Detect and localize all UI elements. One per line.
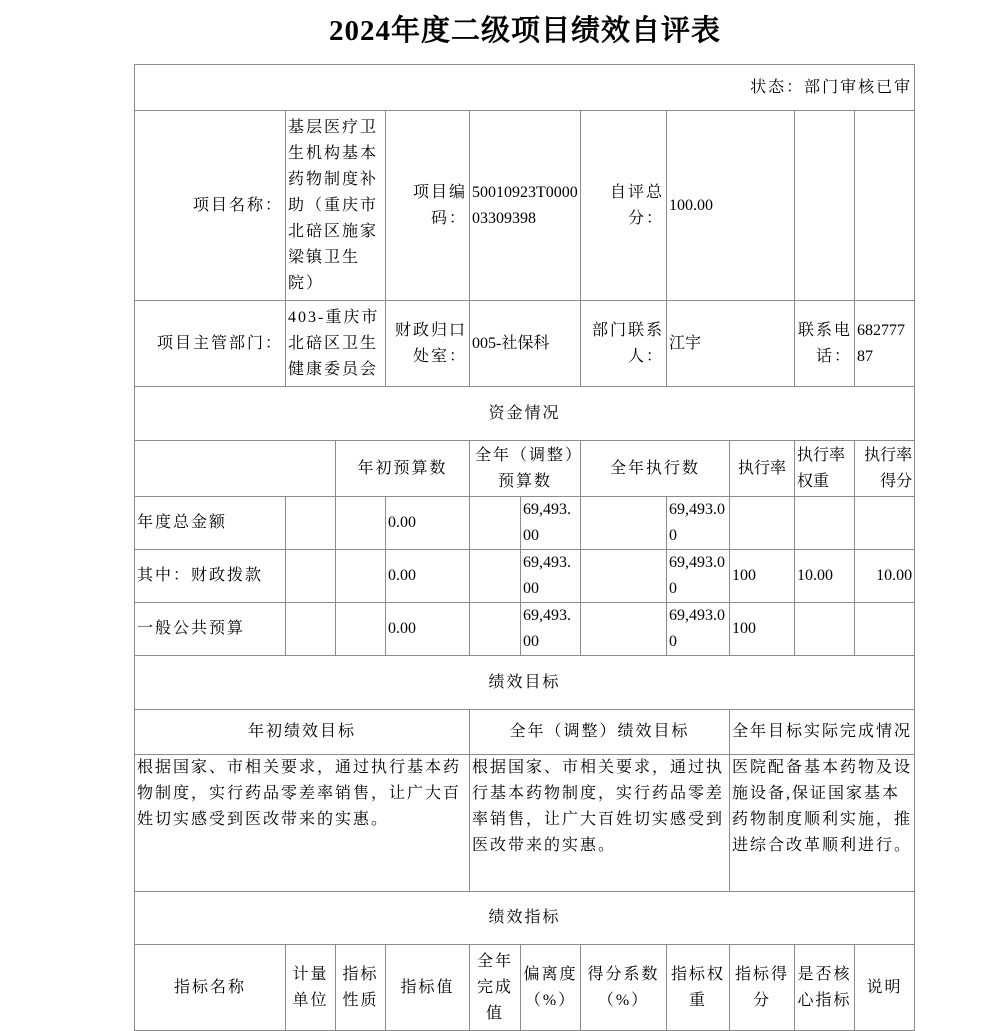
executed-amount: 69,493.00 bbox=[667, 497, 730, 550]
indicator-header: 得分系数（%） bbox=[581, 945, 667, 1031]
indicators-section-row bbox=[135, 892, 915, 945]
empty-cell bbox=[286, 550, 336, 603]
empty-cell bbox=[135, 441, 336, 497]
indicator-header: 指标权重 bbox=[667, 945, 730, 1031]
funds-header: 年初预算数 bbox=[336, 441, 470, 497]
indicator-header: 偏离度（%） bbox=[521, 945, 581, 1031]
empty-cell bbox=[470, 550, 521, 603]
funds-section-row bbox=[135, 387, 915, 441]
phone-value: 68277787 bbox=[855, 301, 915, 387]
evaluation-table bbox=[134, 64, 915, 1031]
indicator-header: 说明 bbox=[855, 945, 915, 1031]
indicator-header: 计量单位 bbox=[286, 945, 336, 1031]
execution-rate: 100 bbox=[730, 550, 795, 603]
goals-section-row bbox=[135, 656, 915, 710]
indicator-header: 指标性质 bbox=[336, 945, 386, 1031]
project-code-value: 50010923T000003309398 bbox=[470, 111, 581, 301]
adjusted-budget: 69,493.00 bbox=[521, 497, 581, 550]
funds-row-label: 年度总金额 bbox=[135, 497, 286, 550]
indicator-header: 指标值 bbox=[386, 945, 470, 1031]
indicators-section-title: 绩效指标 bbox=[135, 892, 915, 945]
goals-header-row bbox=[135, 710, 915, 755]
dept-label: 项目主管部门： bbox=[135, 301, 286, 387]
funds-header: 全年执行数 bbox=[581, 441, 730, 497]
funds-header-row bbox=[135, 441, 915, 497]
contact-label: 部门联系人： bbox=[581, 301, 667, 387]
status-text: 状态：部门审核已审 bbox=[135, 65, 915, 111]
project-code-label: 项目编码： bbox=[386, 111, 470, 301]
page-title: 2024年度二级项目绩效自评表 bbox=[328, 15, 721, 47]
initial-goal-text: 根据国家、市相关要求，通过执行基本药物制度，实行药品零差率销售，让广大百姓切实感受到医改带来的实惠。 bbox=[135, 755, 470, 892]
funds-row bbox=[135, 550, 915, 603]
finance-office-label: 财政归口处室： bbox=[386, 301, 470, 387]
empty-cell bbox=[336, 497, 386, 550]
initial-budget: 0.00 bbox=[386, 550, 470, 603]
execution-rate bbox=[730, 497, 795, 550]
rate-weight bbox=[795, 497, 855, 550]
empty-cell bbox=[470, 497, 521, 550]
initial-budget: 0.00 bbox=[386, 497, 470, 550]
funds-row bbox=[135, 497, 915, 550]
adjusted-budget: 69,493.00 bbox=[521, 550, 581, 603]
indicators-header-row bbox=[135, 945, 915, 1031]
project-name-row bbox=[135, 111, 915, 301]
contact-value: 江宇 bbox=[667, 301, 795, 387]
dept-value: 403-重庆市北碚区卫生健康委员会 bbox=[286, 301, 386, 387]
empty-cell bbox=[286, 603, 336, 656]
empty-cell bbox=[581, 603, 667, 656]
indicator-header: 指标得分 bbox=[730, 945, 795, 1031]
indicator-header: 是否核心指标 bbox=[795, 945, 855, 1031]
initial-budget: 0.00 bbox=[386, 603, 470, 656]
phone-label: 联系电话： bbox=[795, 301, 855, 387]
funds-header: 全年（调整）预算数 bbox=[470, 441, 581, 497]
rate-score bbox=[855, 603, 915, 656]
department-row bbox=[135, 301, 915, 387]
goals-header: 全年（调整）绩效目标 bbox=[470, 710, 730, 755]
funds-section-title: 资金情况 bbox=[135, 387, 915, 441]
indicator-header: 全年完成值 bbox=[470, 945, 521, 1031]
execution-rate: 100 bbox=[730, 603, 795, 656]
rate-weight bbox=[795, 603, 855, 656]
empty-cell bbox=[855, 111, 915, 301]
project-name-value: 基层医疗卫生机构基本药物制度补助（重庆市北碚区施家梁镇卫生院） bbox=[286, 111, 386, 301]
rate-weight: 10.00 bbox=[795, 550, 855, 603]
funds-row-label: 一般公共预算 bbox=[135, 603, 286, 656]
funds-row bbox=[135, 603, 915, 656]
goals-header: 年初绩效目标 bbox=[135, 710, 470, 755]
funds-row-label: 其中：财政拨款 bbox=[135, 550, 286, 603]
empty-cell bbox=[470, 603, 521, 656]
executed-amount: 69,493.00 bbox=[667, 603, 730, 656]
status-row bbox=[135, 65, 915, 111]
actual-completion-text: 医院配备基本药物及设施设备,保证国家基本药物制度顺利实施，推进综合改革顺利进行。 bbox=[730, 755, 915, 892]
goals-header: 全年目标实际完成情况 bbox=[730, 710, 915, 755]
finance-office-value: 005-社保科 bbox=[470, 301, 581, 387]
empty-cell bbox=[581, 550, 667, 603]
empty-cell bbox=[336, 603, 386, 656]
rate-score bbox=[855, 497, 915, 550]
empty-cell bbox=[336, 550, 386, 603]
score-value: 100.00 bbox=[667, 111, 795, 301]
empty-cell bbox=[581, 497, 667, 550]
empty-cell bbox=[286, 497, 336, 550]
funds-header: 执行率得分 bbox=[855, 441, 915, 497]
goals-text-row bbox=[135, 755, 915, 892]
indicator-header: 指标名称 bbox=[135, 945, 286, 1031]
funds-header: 执行率 bbox=[730, 441, 795, 497]
funds-header: 执行率权重 bbox=[795, 441, 855, 497]
project-name-label: 项目名称： bbox=[135, 111, 286, 301]
rate-score: 10.00 bbox=[855, 550, 915, 603]
empty-cell bbox=[795, 111, 855, 301]
goals-section-title: 绩效目标 bbox=[135, 656, 915, 710]
executed-amount: 69,493.00 bbox=[667, 550, 730, 603]
score-label: 自评总分： bbox=[581, 111, 667, 301]
adjusted-budget: 69,493.00 bbox=[521, 603, 581, 656]
adjusted-goal-text: 根据国家、市相关要求，通过执行基本药物制度，实行药品零差率销售，让广大百姓切实感受到医改带来的实惠。 bbox=[470, 755, 730, 892]
